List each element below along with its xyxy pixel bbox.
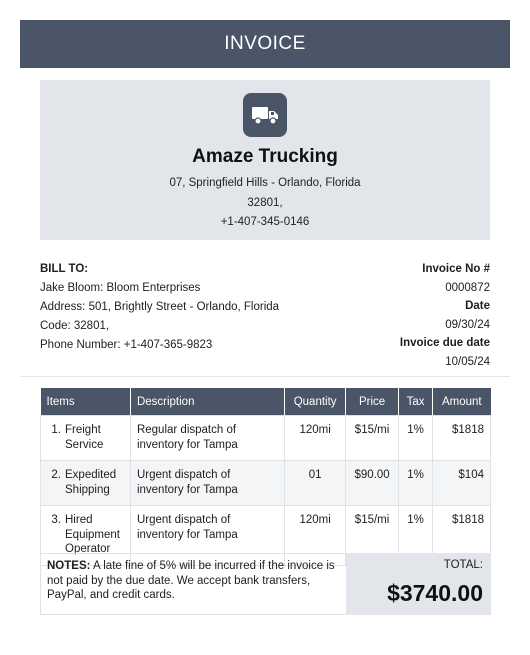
item-number: 1. (51, 424, 61, 436)
bill-to-heading: BILL TO: (40, 263, 89, 275)
quantity-cell: 120mi (285, 506, 346, 566)
company-address (40, 174, 490, 233)
col-header-items: Items (41, 388, 131, 416)
invoice-number: 0000872 (445, 281, 490, 294)
section-divider (20, 376, 510, 377)
company-phone: +1-407-345-0146 (220, 216, 310, 228)
item-name: Expedited Shipping (65, 469, 117, 496)
tax-cell: 1% (399, 506, 433, 566)
amount-cell: $1818 (433, 416, 491, 461)
col-header-price: Price (346, 388, 399, 416)
notes-label: NOTES: (47, 560, 91, 572)
invoice-due-date: 10/05/24 (445, 355, 490, 368)
company-panel (40, 80, 490, 240)
total-value: $3740.00 (387, 580, 483, 606)
quantity-cell: 120mi (285, 416, 346, 461)
description-cell: Regular dispatch of inventory for Tampa (130, 416, 284, 461)
tax-cell: 1% (399, 416, 433, 461)
company-address-line1: 07, Springfield Hills - Orlando, Florida (169, 177, 361, 189)
table-header-row (41, 388, 491, 416)
item-cell (41, 416, 131, 461)
price-cell: $90.00 (346, 461, 399, 506)
notes-box (40, 553, 346, 615)
quantity-cell: 01 (285, 461, 346, 506)
notes-text: A late fine of 5% will be incurred if the invoice is not paid by the due date. We accept bank transfers, PayPal, and credit cards. (47, 560, 335, 601)
description-cell: Urgent dispatch of inventory for Tampa (130, 461, 284, 506)
col-header-tax: Tax (399, 388, 433, 416)
invoice-number-label: Invoice No # (422, 263, 490, 275)
company-address-line2: 32801, (247, 196, 283, 209)
bill-to-code: Code: 32801, (40, 320, 110, 332)
item-name: Hired Equipment Operator (65, 514, 120, 555)
items-table (40, 388, 491, 566)
description-cell: Urgent dispatch of inventory for Tampa (130, 506, 284, 566)
bill-to-name: Jake Bloom: Bloom Enterprises (40, 282, 201, 294)
col-header-quantity: Quantity (285, 388, 346, 416)
invoice-due-label: Invoice due date (399, 337, 490, 349)
invoice-date: 09/30/24 (445, 318, 490, 331)
bill-to-address: Address: 501, Brightly Street - Orlando, Florida (40, 301, 280, 313)
col-header-amount: Amount (433, 388, 491, 416)
tax-cell: 1% (399, 461, 433, 506)
price-cell: $15/mi (346, 506, 399, 566)
invoice-title: INVOICE (224, 33, 306, 54)
item-name: Freight Service (65, 424, 104, 451)
item-cell (41, 461, 131, 506)
amount-cell: $1818 (433, 506, 491, 566)
item-number: 3. (51, 514, 61, 526)
truck-icon (250, 104, 280, 126)
company-logo (243, 93, 287, 137)
total-label: TOTAL: (443, 559, 483, 571)
table-row (41, 461, 491, 506)
invoice-meta (290, 260, 490, 371)
invoice-date-label: Date (465, 300, 490, 312)
invoice-banner (20, 20, 510, 68)
price-cell: $15/mi (346, 416, 399, 461)
table-row (41, 416, 491, 461)
col-header-description: Description (130, 388, 284, 416)
amount-cell: $104 (433, 461, 491, 506)
item-number: 2. (51, 469, 61, 481)
company-name: Amaze Trucking (192, 146, 338, 167)
bill-to-phone: Phone Number: +1-407-365-9823 (40, 339, 213, 351)
total-box (346, 553, 491, 615)
